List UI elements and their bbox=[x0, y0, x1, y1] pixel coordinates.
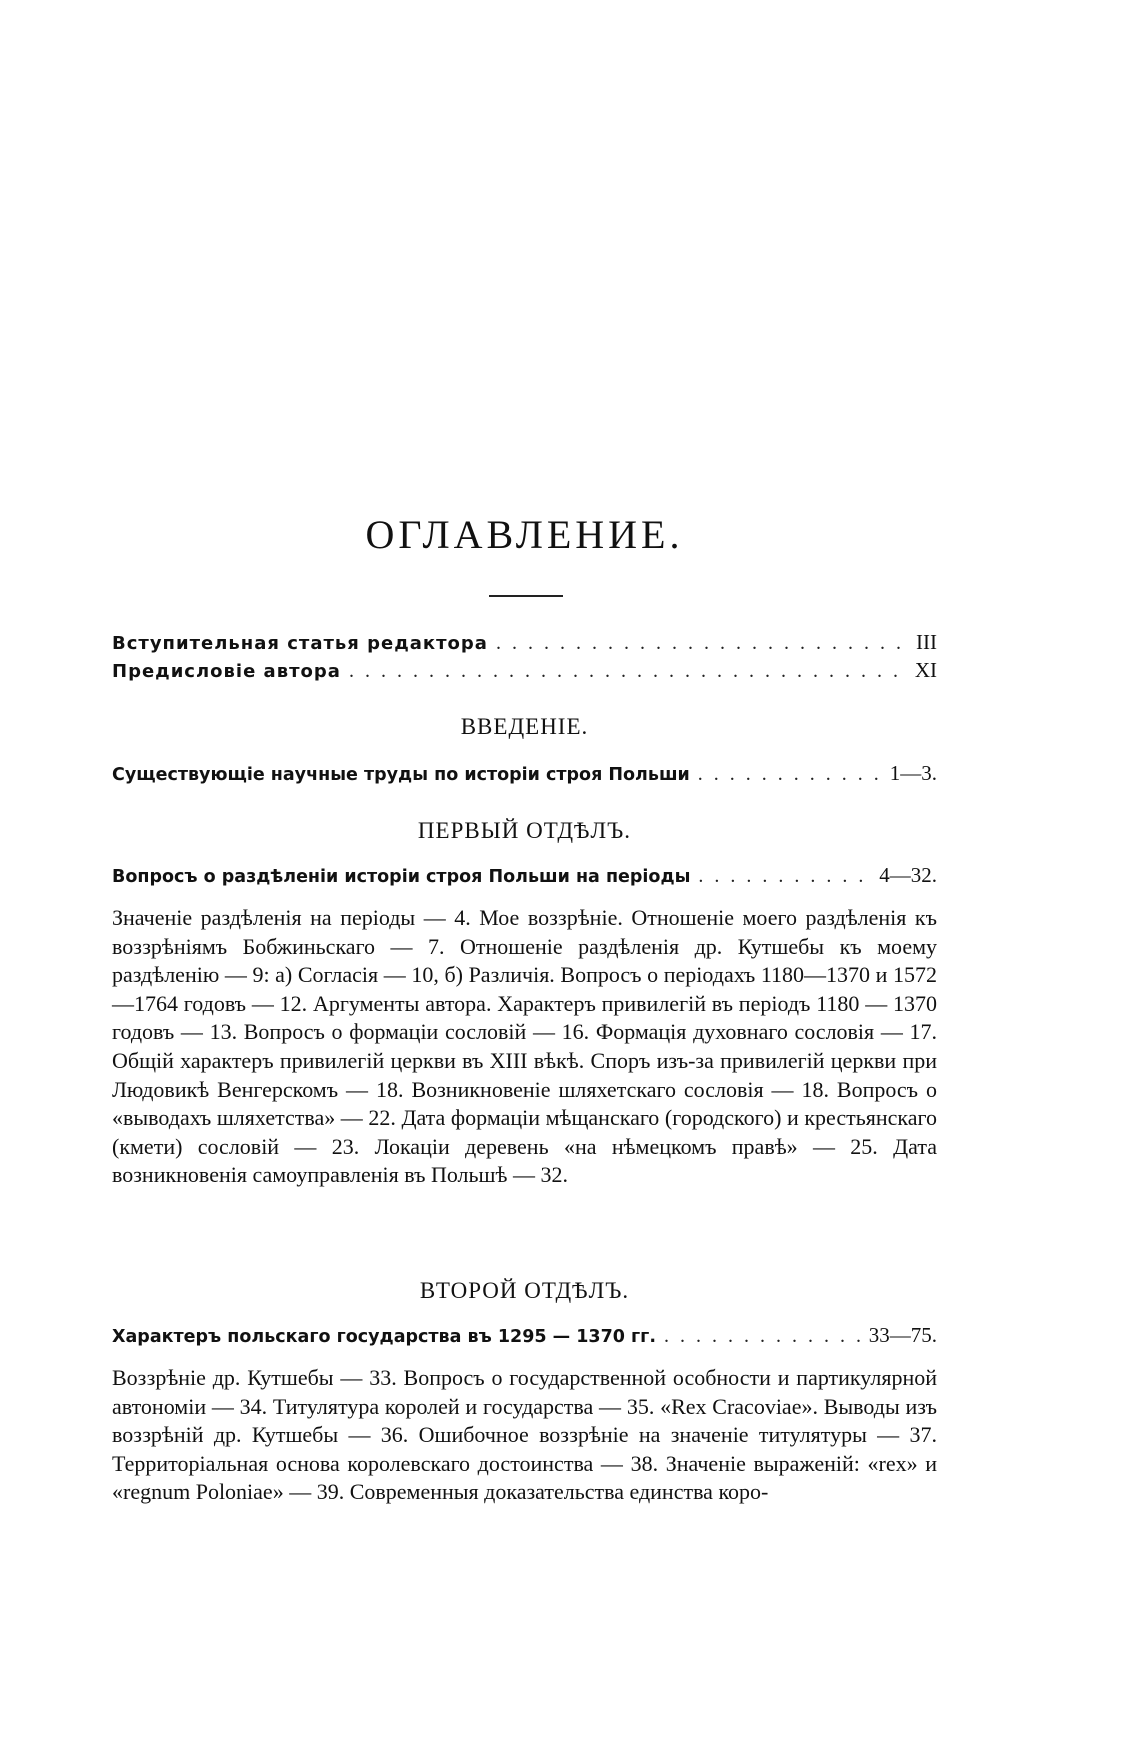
dot-leader bbox=[698, 862, 871, 890]
title-divider bbox=[489, 595, 563, 597]
toc-entry-label: Предисловіе автора bbox=[112, 661, 341, 682]
toc-entry-introduction[interactable] bbox=[112, 759, 937, 789]
toc-entry-page: 1—3. bbox=[889, 761, 937, 785]
toc-entry-label: Вопросъ о раздѣленіи исторіи строя Польши на періоды bbox=[112, 867, 691, 887]
section-heading-introduction: ВВЕДЕНІЕ. bbox=[460, 714, 589, 739]
page-title: ОГЛАВЛЕНИЕ. bbox=[365, 512, 684, 557]
section-heading-part-one: ПЕРВЫЙ ОТДѢЛЪ. bbox=[417, 818, 632, 843]
toc-entry-editor-article[interactable] bbox=[112, 628, 937, 658]
toc-entry-part-one[interactable] bbox=[112, 861, 937, 891]
section-heading-part-two: ВТОРОЙ ОТДѢЛЪ. bbox=[419, 1278, 630, 1303]
toc-entry-part-two[interactable] bbox=[112, 1321, 937, 1351]
toc-entry-author-preface[interactable] bbox=[112, 656, 937, 686]
toc-entry-label: Характеръ польскаго государства въ 1295 — 1370 гг. bbox=[112, 1327, 656, 1347]
toc-entry-page: 33—75. bbox=[868, 1323, 937, 1347]
toc-entry-label: Вступительная статья редактора bbox=[112, 633, 488, 654]
toc-entry-page: III bbox=[916, 630, 937, 654]
dot-leader bbox=[349, 657, 907, 685]
dot-leader bbox=[664, 1322, 861, 1350]
dot-leader bbox=[496, 629, 908, 657]
dot-leader bbox=[698, 760, 882, 788]
toc-entry-page: XI bbox=[914, 658, 937, 682]
document-page bbox=[112, 0, 937, 1752]
toc-entry-label: Существующіе научные труды по исторіи строя Польши bbox=[112, 765, 690, 785]
toc-entry-page: 4—32. bbox=[879, 863, 937, 887]
part-two-summary: Воззрѣніе др. Кутшебы — 33. Вопросъ о государственной особности и партикулярной автономіи — 34. Титулятура королей и государства — 35. «Rex Cracoviae». Выводы изъ воззрѣній др. Кутшебы — 36. Ошибочное воззрѣніе на значеніе титулятуры — 37. Территоріальная основа королевскаго достоинства — 38. Значеніе выраженій: «rex» и «regnum Poloniae» — 39. Современныя доказательства единства коро- bbox=[112, 1365, 937, 1505]
part-one-summary: Значеніе раздѣленія на періоды — 4. Мое воззрѣніе. Отношеніе моего раздѣленія къ воззрѣніямъ Бобжиньскаго — 7. Отношеніе раздѣленія др. Кутшебы къ моему раздѣленію — 9: а) Согласія — 10, б) Различія. Вопросъ о періодахъ 1180—1370 и 1572—1764 годовъ — 12. Аргументы автора. Характеръ привилегій въ періодъ 1180 — 1370 годовъ — 13. Вопросъ о формаціи сословій — 16. Формація духовнаго сословія — 17. Общій характеръ привилегій церкви въ XIII вѣкѣ. Споръ изъ-за привилегій церкви при Людовикѣ Венгерскомъ — 18. Возникновеніе шляхетскаго сословія — 18. Вопросъ о «выводахъ шляхетства» — 22. Дата формаціи мѣщанскаго (городского) и крестьянскаго (кмети) сословій — 23. Локаціи деревень «на нѣмецкомъ правѣ» — 25. Дата возникновенія самоуправленія въ Польшѣ — 32. bbox=[112, 905, 937, 1188]
